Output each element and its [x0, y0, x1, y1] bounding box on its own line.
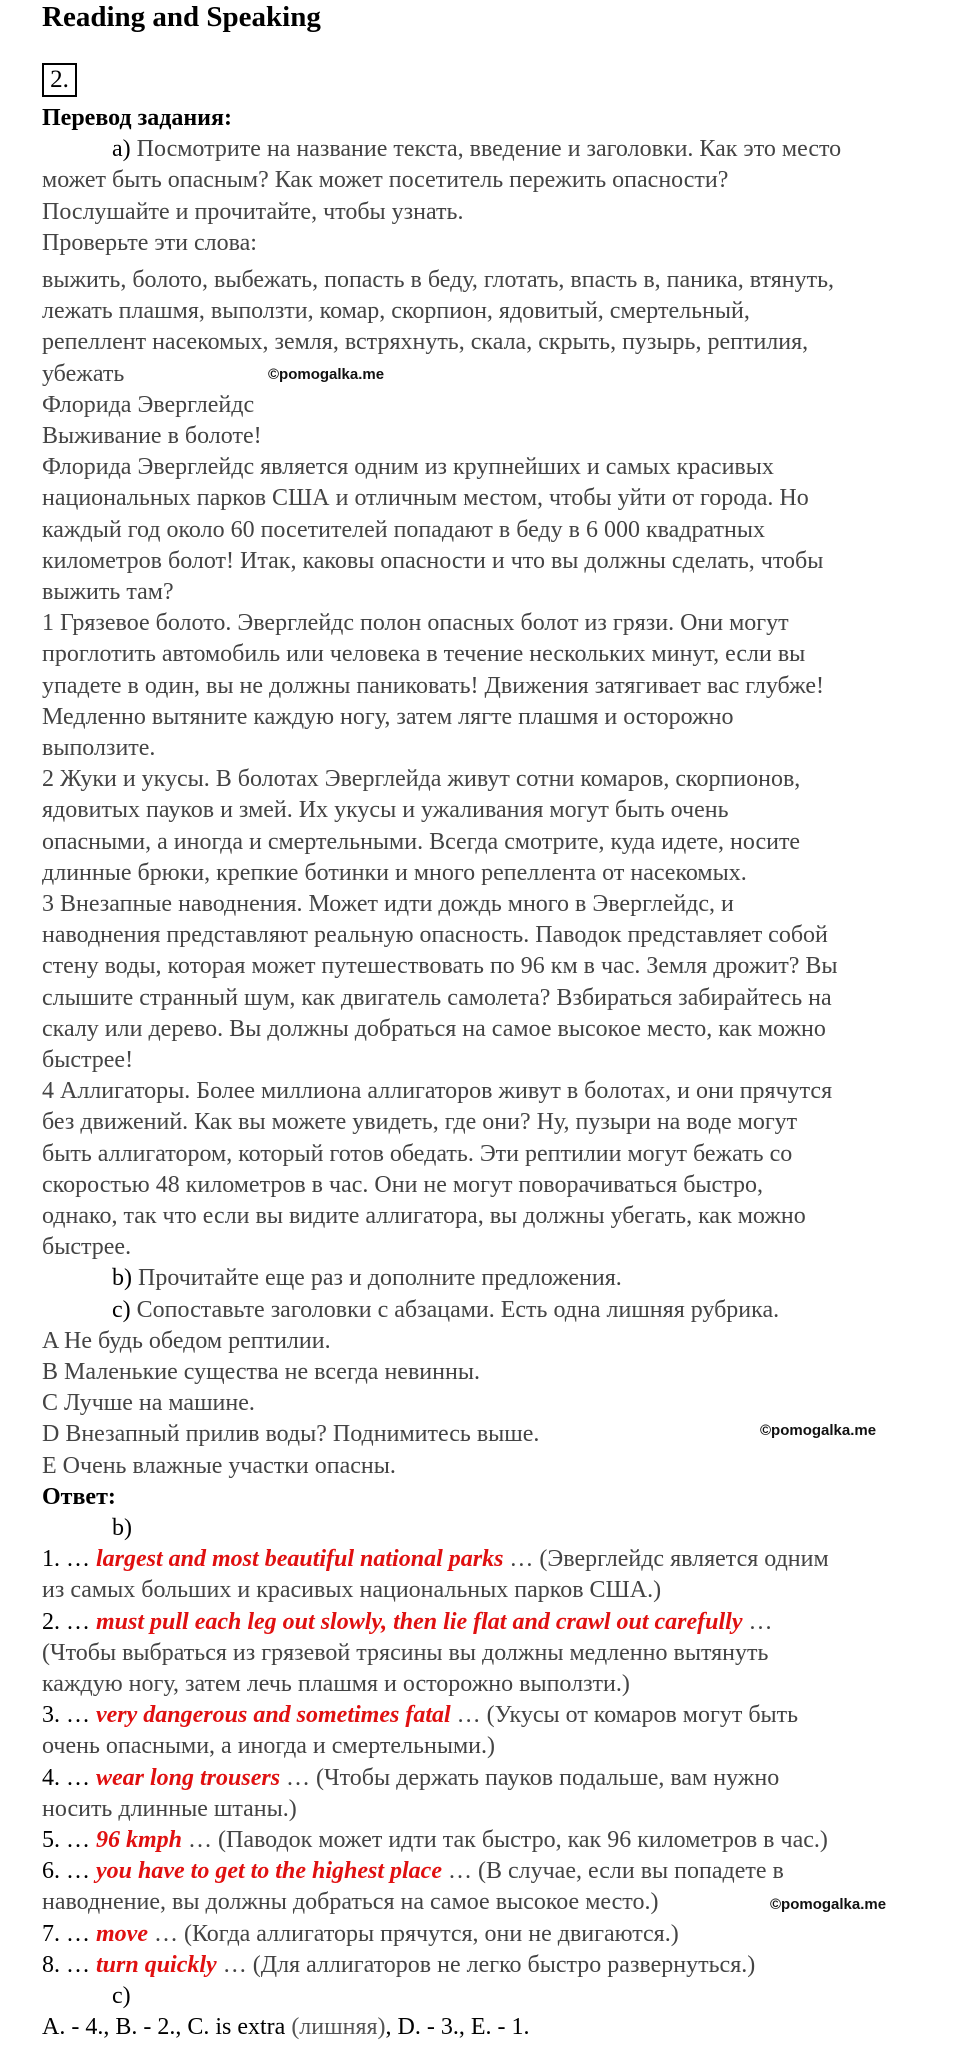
answer-c-paren: (лишняя) [285, 2014, 386, 2041]
task-c-label: c) [112, 1296, 131, 1323]
answer-item-continuation: из самых больших и красивых национальных парков США.) [42, 1577, 662, 1604]
task-b-line [112, 1263, 622, 1294]
answer-item [42, 1919, 679, 1950]
text-line: опасными, а иногда и смертельными. Всегда смотрите, куда идете, носите [42, 828, 801, 855]
heading-option: C Лучше на машине. [42, 1390, 255, 1417]
vocabulary-line: лежать плашмя, выползти, комар, скорпион, ядовитый, смертельный, [42, 298, 750, 325]
text-line: 3 Внезапные наводнения. Может идти дождь много в Эверглейдс, и [42, 891, 734, 917]
text-line: длинные брюки, крепкие ботинки и много репеллента от насекомых. [42, 859, 747, 886]
text-line: ядовитых пауков и змей. Их укусы и ужаливания могут быть очень [42, 797, 729, 824]
answer-heading: Ответ: [42, 1483, 116, 1510]
watermark: ©pomogalka.me [770, 1896, 887, 1914]
answer-item [42, 1700, 798, 1731]
text-line: национальных парков США и отличным местом, чтобы уйти от города. Но [42, 485, 809, 512]
answer-item-number: 8. … [42, 1951, 90, 1978]
answer-item-phrase: must pull each leg out slowly, then lie flat and crawl out carefully [96, 1608, 743, 1635]
section-title: Reading and Speaking [42, 1, 321, 33]
task-a-line [112, 134, 841, 165]
text-line: 2 Жуки и укусы. В болотах Эверглейда живут сотни комаров, скорпионов, [42, 766, 801, 793]
text-line: однако, так что если вы видите аллигатора, вы должны убегать, как можно [42, 1203, 806, 1229]
heading-option: D Внезапный прилив воды? Поднимитесь выше. [42, 1421, 540, 1448]
text-line: скалу или дерево. Вы должны добраться на самое высокое место, как можно [42, 1015, 826, 1042]
text-line: стену воды, которая может путешествовать по 96 км в час. Земля дрожит? Вы [42, 953, 838, 980]
task-a-line: Послушайте и прочитайте, чтобы узнать. [42, 198, 464, 225]
answer-item-number: 3. … [42, 1702, 90, 1729]
vocabulary-line: выжить, болото, выбежать, попасть в беду, глотать, впасть в, паника, втянуть, [42, 267, 835, 293]
answer-item [42, 1825, 828, 1856]
watermark: ©pomogalka.me [760, 1421, 877, 1439]
answer-item-continuation: (Чтобы выбраться из грязевой трясины вы должны медленно вытянуть [42, 1639, 769, 1666]
task-number-box: 2. [42, 63, 77, 97]
answer-item-number: 5. … [42, 1827, 90, 1853]
answer-item-translation: … (Для аллигаторов не легко быстро развернуться.) [216, 1951, 756, 1978]
text-line: Флорида Эверглейдс [42, 391, 255, 418]
text-line: Флорида Эверглейдс является одним из крупнейших и самых красивых [42, 454, 774, 481]
answer-item-translation: … (Чтобы держать пауков подальше, вам нужно [280, 1764, 780, 1791]
vocabulary-line: убежать [42, 360, 125, 387]
answer-item-phrase: turn quickly [96, 1951, 217, 1978]
answer-c-pre: A. - 4., B. - 2., C. is extra [42, 2014, 286, 2041]
task-b-text: Прочитайте еще раз и дополните предложения. [138, 1265, 622, 1292]
text-line: километров болот! Итак, каковы опасности и что вы должны сделать, чтобы [42, 547, 824, 574]
answer-item-translation: … (В случае, если вы попадете в [441, 1858, 784, 1885]
answer-item [42, 1763, 779, 1794]
text-line: 1 Грязевое болото. Эверглейдс полон опасных болот из грязи. Они могут [42, 610, 789, 637]
text-line: выжить там? [42, 579, 174, 605]
task-c-line [112, 1295, 779, 1326]
text-line: быстрее! [42, 1047, 134, 1073]
answer-item-translation: … (Эверглейдс является одним [503, 1546, 829, 1573]
answer-item-continuation: каждую ногу, затем лечь плашмя и осторожно выползти.) [42, 1671, 630, 1697]
answer-item-translation: … (Паводок может идти так быстро, как 96 километров в час.) [182, 1827, 828, 1853]
task-b-label: b) [112, 1265, 132, 1292]
answer-item-continuation: носить длинные штаны.) [42, 1795, 297, 1822]
watermark: ©pomogalka.me [268, 365, 385, 383]
heading-option: B Маленькие существа не всегда невинны. [42, 1359, 480, 1385]
heading-option: A Не будь обедом рептилии. [42, 1327, 331, 1354]
text-line: Медленно вытяните каждую ногу, затем лягте плашмя и осторожно [42, 703, 734, 730]
text-line: каждый год около 60 посетителей попадают в беду в 6 000 квадратных [42, 516, 765, 543]
answer-item-number: 4. … [42, 1764, 90, 1791]
answer-b-label: b) [112, 1515, 132, 1541]
text-line: Выживание в болоте! [42, 423, 262, 449]
answer-item-number: 1. … [42, 1546, 90, 1573]
answer-item [42, 1544, 829, 1575]
task-a-line: Проверьте эти слова: [42, 229, 257, 256]
task-a-label: a) [112, 136, 131, 163]
task-a-text: Посмотрите на название текста, введение и заголовки. Как это место [136, 136, 842, 163]
answer-item-phrase: very dangerous and sometimes fatal [96, 1702, 451, 1729]
answer-item-number: 7. … [42, 1920, 90, 1947]
answer-item-continuation: наводнение, вы должны добраться на самое высокое место.) [42, 1889, 659, 1916]
text-line: слышите странный шум, как двигатель самолета? Взбираться забирайтесь на [42, 984, 832, 1011]
answer-item-number: 6. … [42, 1858, 90, 1885]
answer-item [42, 1950, 755, 1981]
answer-c-post: , D. - 3., E. - 1. [385, 2014, 530, 2041]
task-heading: Перевод задания: [42, 105, 232, 131]
answer-item-phrase: largest and most beautiful national parks [96, 1546, 504, 1573]
answer-item [42, 1607, 772, 1638]
task-a-line: может быть опасным? Как может посетитель пережить опасности? [42, 167, 729, 194]
text-line: быстрее. [42, 1234, 132, 1261]
text-line: выползите. [42, 735, 156, 761]
answer-item-translation: … [742, 1608, 773, 1635]
answer-item-phrase: 96 kmph [96, 1827, 183, 1853]
text-line: наводнения представляют реальную опасность. Паводок представляет собой [42, 922, 828, 949]
answer-item-phrase: you have to get to the highest place [96, 1858, 442, 1885]
task-c-text: Сопоставьте заголовки с абзацами. Есть одна лишняя рубрика. [136, 1296, 780, 1323]
answer-item-translation: … (Когда аллигаторы прячутся, они не двигаются.) [147, 1920, 679, 1947]
heading-option: E Очень влажные участки опасны. [42, 1452, 396, 1479]
text-line: проглотить автомобиль или человека в течение нескольких минут, если вы [42, 641, 806, 668]
answer-item [42, 1856, 784, 1887]
answer-item-continuation: очень опасными, а иногда и смертельными.) [42, 1733, 495, 1760]
answer-item-phrase: wear long trousers [96, 1764, 281, 1791]
vocabulary-line: репеллент насекомых, земля, встряхнуть, скала, скрыть, пузырь, рептилия, [42, 329, 809, 356]
answer-c-label: c) [112, 1983, 131, 2009]
text-line: без движений. Как вы можете увидеть, где они? Ну, пузыри на воде могут [42, 1109, 798, 1136]
answer-c-matching [42, 2012, 530, 2043]
answer-item-translation: … (Укусы от комаров могут быть [450, 1702, 799, 1729]
text-line: быть аллигатором, который готов обедать. Эти рептилии могут бежать со [42, 1140, 793, 1167]
text-line: упадете в один, вы не должны паниковать! Движения затягивает вас глубже! [42, 672, 825, 699]
text-line: скоростью 48 километров в час. Они не могут поворачиваться быстро, [42, 1171, 763, 1198]
answer-item-number: 2. … [42, 1608, 90, 1635]
answer-item-phrase: move [96, 1920, 148, 1947]
text-line: 4 Аллигаторы. Более миллиона аллигаторов живут в болотах, и они прячутся [42, 1078, 833, 1105]
